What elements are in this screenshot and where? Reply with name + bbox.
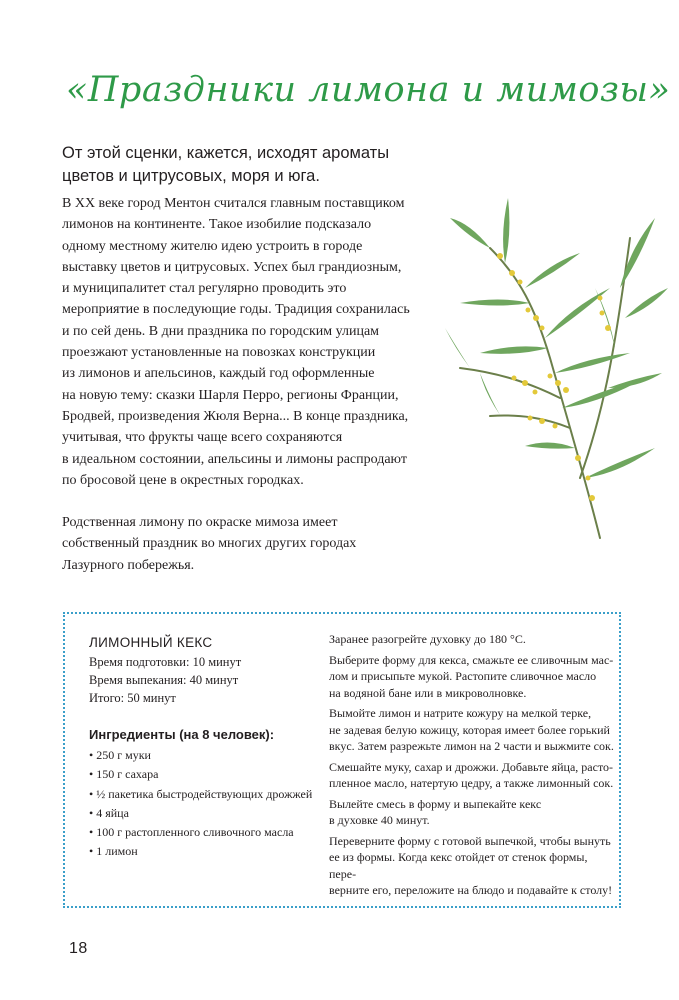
body-paragraph-1: В XX веке город Ментон считался главным поставщиком лимонов на континенте. Такое изобилие подсказало одному местному жителю идею устроить в городе выставку цветов и цитрусовых. Успех был грандиозным, и муниципалитет стал регулярно проводить это мероприятие в последующие годы. Традиция сохранилась и по сей день. В дни праздника по городским улицам проезжают установленные на повозках конструкции из лимонов и апельсинов, каждый год оформленные на новую тему: сказки Шарля Перро, регионы Франции, Бродвей, произведения Жюля Верна... В конце праздника, учитывая, что фрукты чаще всего сохраняются в идеальном состоянии, апельсины и лимоны распродают по бросовой цене в окрестных городках. xyxy=(62,196,410,488)
mimosa-branch-illustration xyxy=(430,178,670,548)
recipe-step: Выберите форму для кекса, смажьте ее сливочным мас- лом и присыпьте мукой. Растопите сливочное масло на водяной бане или в микроволновке. xyxy=(329,652,614,700)
recipe-box xyxy=(63,612,621,908)
recipe-step: Вылейте смесь в форму и выпекайте кекс в духовке 40 минут. xyxy=(329,796,542,827)
recipe-step: Заранее разогрейте духовку до 180 °С. xyxy=(329,632,526,646)
prep-time: Время подготовки: 10 минут xyxy=(89,655,242,669)
ingredients-heading: Ингредиенты (на 8 человек): xyxy=(89,727,275,742)
lead-paragraph: От этой сценки, кажется, исходят ароматы цветов и цитрусовых, моря и юга. xyxy=(62,144,390,185)
recipe-step: Вымойте лимон и натрите кожуру на мелкой терке, не задевая белую кожицу, которая имеет более горький вкус. Затем разрежьте лимон на 2 части и выжмите сок. xyxy=(329,706,614,753)
recipe-title: ЛИМОННЫЙ КЕКС xyxy=(89,635,213,650)
recipe-step: Переверните форму с готовой выпечкой, чтобы вынуть ее из формы. Когда кекс отойдет от стенок формы, пере- верните его, переложите на блюдо и подавайте к столу! xyxy=(329,833,613,897)
ingredients-list xyxy=(89,746,319,862)
recipe-steps-column xyxy=(329,631,614,903)
recipe-step: Смешайте муку, сахар и дрожжи. Добавьте яйца, расто- пленное масло, натертую цедру, а также лимонный сок. xyxy=(329,759,614,790)
page-number: 18 xyxy=(69,940,88,957)
ingredient-item: • 100 г растопленного сливочного масла xyxy=(89,823,319,842)
ingredient-item: • 4 яйца xyxy=(89,804,319,823)
page-title: «Праздники лимона и мимозы» xyxy=(66,70,671,110)
ingredient-item: • 250 г муки xyxy=(89,746,319,765)
bake-time: Время выпекания: 40 минут xyxy=(89,673,239,687)
recipe-info-column xyxy=(89,635,319,862)
ingredient-item: • 150 г сахара xyxy=(89,765,319,784)
ingredient-item: • 1 лимон xyxy=(89,842,319,861)
total-time: Итого: 50 минут xyxy=(89,691,176,705)
body-paragraph-2: Родственная лимону по окраске мимоза имеет собственный праздник во многих других городах Лазурного побережья. xyxy=(62,515,357,573)
ingredient-item: • ½ пакетика быстродействующих дрожжей xyxy=(89,785,319,804)
